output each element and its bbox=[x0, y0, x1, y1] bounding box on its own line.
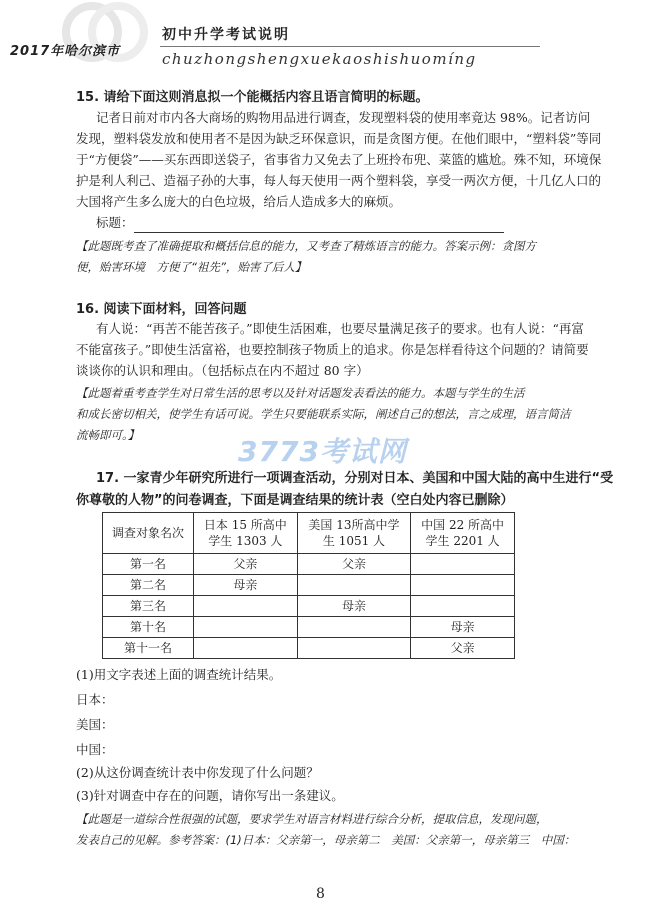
table-corner-cell: 调查对象名次 bbox=[103, 513, 194, 554]
q15-note-line-1: 【此题既考查了准确提取和概括信息的能力，又考查了精炼语言的能力。答案示例：贪图方 bbox=[76, 239, 536, 253]
q15-line-2: 发现，塑料袋发放和使用者不是因为缺乏环保意识，而是贪图方便。在他们眼中，“塑料袋”等同 bbox=[76, 131, 602, 146]
q15-note-line-2: 便，贻害环境 方便了“祖先”，贻害了后人】 bbox=[76, 260, 307, 274]
q15-line-4: 护是利人利己、造福子孙的大事，每人每天使用一两个塑料袋，享受一两次方便，十几亿人口的 bbox=[76, 173, 602, 188]
table-cell bbox=[411, 554, 515, 575]
book-title-pinyin: chuzhongshengxuekaoshishuomíng bbox=[162, 50, 477, 68]
q17-note-line-1: 【此题是一道综合性很强的试题，要求学生对语言材料进行综合分析，提取信息，发现问题， bbox=[76, 812, 548, 826]
table-cell: 父亲 bbox=[297, 554, 410, 575]
table-cell bbox=[297, 638, 410, 659]
table-cell: 父亲 bbox=[193, 554, 297, 575]
table-cell: 母亲 bbox=[411, 617, 515, 638]
table-row bbox=[103, 596, 515, 617]
q16-line-3: 谈谈你的认识和理由。（包括标点在内不超过 80 字） bbox=[76, 363, 369, 378]
rank-cell: 第三名 bbox=[103, 596, 194, 617]
q17-sub-item-3: (3)针对调查中存在的问题，请你写出一条建议。 bbox=[76, 788, 344, 803]
book-title: 初中升学考试说明 bbox=[162, 27, 290, 43]
rank-cell: 第十一名 bbox=[103, 638, 194, 659]
header-rule bbox=[160, 46, 540, 47]
table-row bbox=[103, 554, 515, 575]
q15-line-3: 于“方便袋”——买东西即送袋子，省事省力又免去了上班拎布兜、菜篮的尴尬。殊不知，环境保 bbox=[76, 152, 602, 167]
table-cell: 父亲 bbox=[411, 638, 515, 659]
q15-title-label: 标题： bbox=[96, 215, 134, 230]
column-header-china: 中国 22 所高中 学生 2201 人 bbox=[411, 513, 515, 554]
q15-line-5: 大国将产生多么庞大的白色垃圾，给后人造成多大的麻烦。 bbox=[76, 194, 402, 209]
q17-answer-label-china: 中国： bbox=[76, 742, 114, 757]
q16-heading: 16. 阅读下面材料，回答问题 bbox=[76, 302, 247, 317]
table-cell bbox=[297, 617, 410, 638]
q16-note-line-3: 流畅即可。】 bbox=[76, 428, 140, 442]
survey-table bbox=[102, 512, 515, 659]
table-header-row bbox=[103, 513, 515, 554]
q17-heading-line-2: 你尊敬的人物”的问卷调查，下面是调查结果的统计表（空白处内容已删除） bbox=[76, 493, 514, 508]
site-watermark: 3773考试网 bbox=[238, 435, 407, 468]
q17-answer-label-usa: 美国： bbox=[76, 717, 114, 732]
q15-line-1: 记者日前对市内各大商场的购物用品进行调查，发现塑料袋的使用率竟达 98%。记者访问 bbox=[96, 110, 591, 125]
q17-sub-item-2: (2)从这份调查统计表中你发现了什么问题？ bbox=[76, 765, 319, 780]
rank-cell: 第二名 bbox=[103, 575, 194, 596]
rank-cell: 第十名 bbox=[103, 617, 194, 638]
q17-answer-label-japan: 日本： bbox=[76, 692, 114, 707]
table-row bbox=[103, 575, 515, 596]
table-cell bbox=[411, 596, 515, 617]
header-year-label: 2017年哈尔滨市 bbox=[10, 44, 121, 59]
table-cell bbox=[193, 596, 297, 617]
column-header-japan: 日本 15 所高中 学生 1303 人 bbox=[193, 513, 297, 554]
table-cell bbox=[297, 575, 410, 596]
page-number: 8 bbox=[316, 886, 325, 902]
table-cell: 母亲 bbox=[193, 575, 297, 596]
table-cell bbox=[193, 638, 297, 659]
q17-sub-item-1: (1)用文字表述上面的调查统计结果。 bbox=[76, 667, 282, 682]
table-cell bbox=[193, 617, 297, 638]
table-row bbox=[103, 617, 515, 638]
q16-note-line-2: 和成长密切相关，使学生有话可说。学生只要能联系实际，阐述自己的想法，言之成理，语言简洁 bbox=[76, 407, 571, 421]
table-cell: 母亲 bbox=[297, 596, 410, 617]
rank-cell: 第一名 bbox=[103, 554, 194, 575]
q17-note-line-2: 发表自己的见解。参考答案：(1)日本：父亲第一，母亲第二 美国：父亲第一，母亲第三 中国： bbox=[76, 833, 576, 847]
q16-line-1: 有人说：“再苦不能苦孩子。”即使生活困难，也要尽量满足孩子的要求。也有人说：“再富 bbox=[96, 321, 584, 336]
table-cell bbox=[411, 575, 515, 596]
q15-title-field bbox=[96, 212, 504, 233]
q15-heading: 15. 请给下面这则消息拟一个能概括内容且语言简明的标题。 bbox=[76, 90, 429, 105]
q17-heading-line-1: 17. 一家青少年研究所进行一项调查活动，分别对日本、美国和中国大陆的高中生进行“受 bbox=[96, 471, 614, 486]
column-header-usa: 美国 13所高中学 生 1051 人 bbox=[297, 513, 410, 554]
table-row bbox=[103, 638, 515, 659]
q16-note-line-1: 【此题着重考查学生对日常生活的思考以及针对话题发表看法的能力。本题与学生的生活 bbox=[76, 386, 525, 400]
q15-title-blank[interactable] bbox=[134, 218, 504, 233]
q16-line-2: 不能富孩子。”即使生活富裕，也要控制孩子物质上的追求。你是怎样看待这个问题的？请简要 bbox=[76, 342, 589, 357]
